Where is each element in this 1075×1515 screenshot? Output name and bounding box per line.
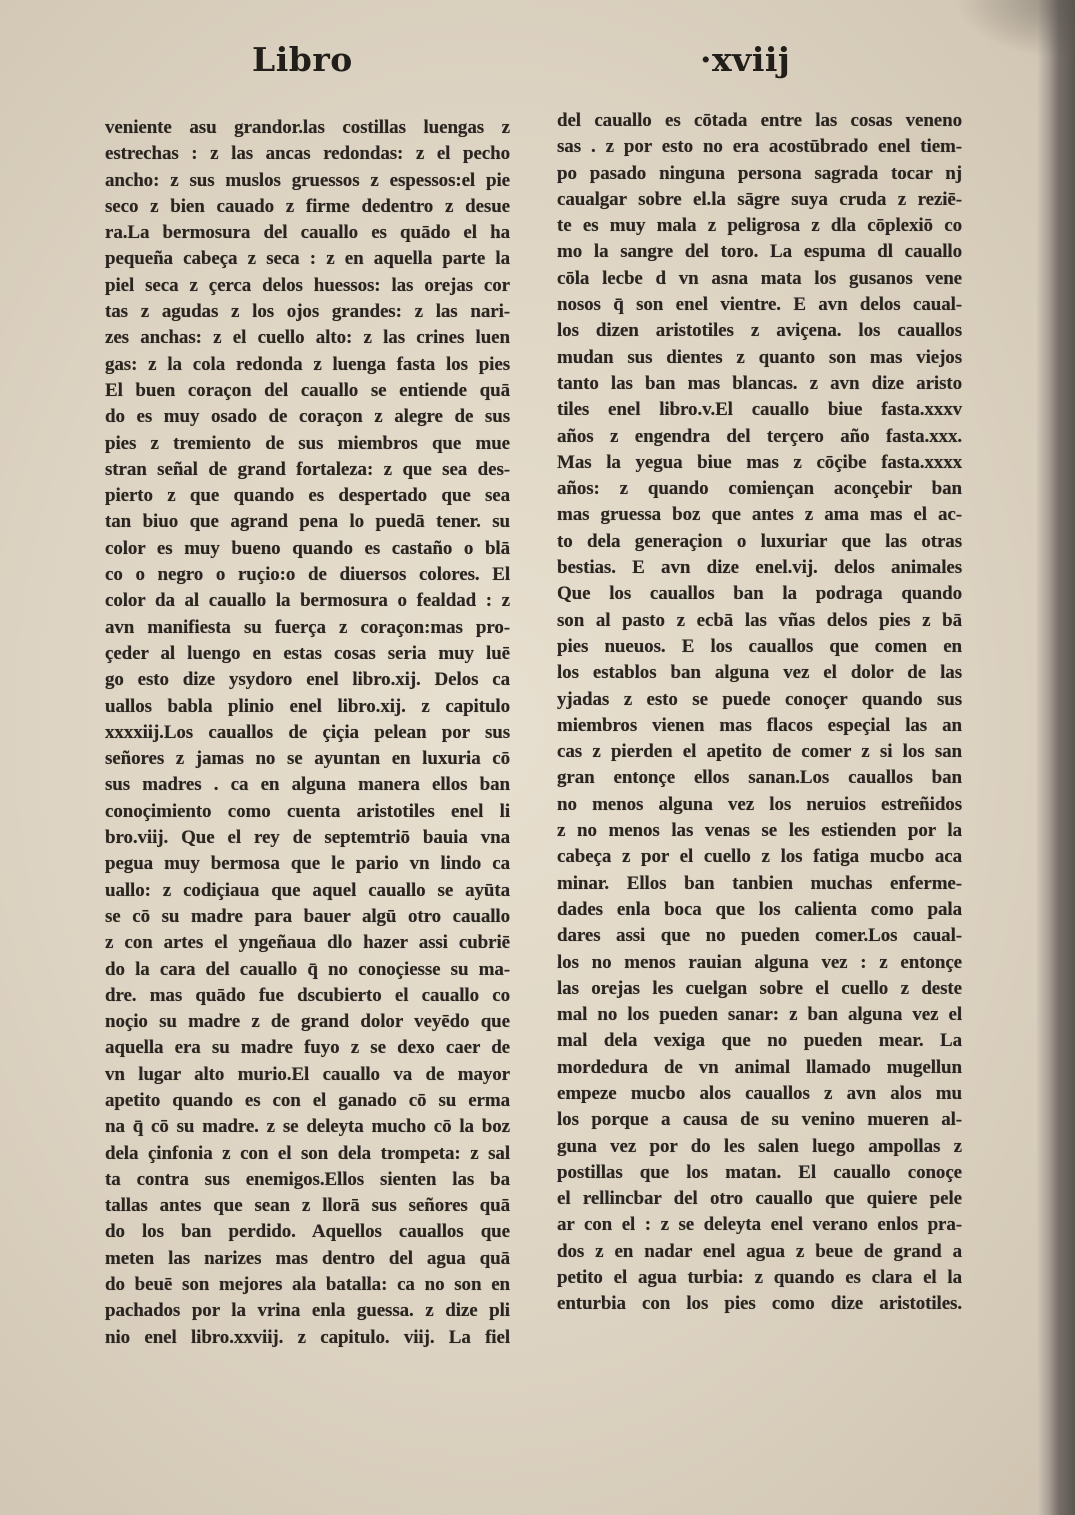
text-line: go esto dize ysydoro enel libro.xij. Delos ca (105, 669, 510, 691)
text-line: ancho: z sus muslos gruessos z espessos:el pie (105, 169, 510, 191)
text-line: zes anchas: z el cuello alto: z las crines luen (105, 327, 510, 349)
text-line: vn lugar alto murio.El cauallo va de mayor (105, 1063, 510, 1085)
text-line: ar con el : z se deleyta enel verano enlos pra- (557, 1214, 962, 1236)
text-line: color da al cauallo la bermosura o fealdad : z (105, 590, 510, 612)
text-line: son al pasto z ecbā las vñas delos pies z bā (557, 609, 962, 631)
text-line: tallas antes que sean z llorā sus señores quā (105, 1195, 510, 1217)
text-column-left (105, 115, 510, 1351)
text-line: dos z en nadar enel agua z beue de grand a (557, 1240, 962, 1262)
text-line: dela çinfonia z con el son dela trompeta: z sal (105, 1142, 510, 1164)
text-line: pachados por la vrina enla guessa. z dize pli (105, 1300, 510, 1322)
text-line: guna vez por do les salen luego ampollas z (557, 1135, 962, 1157)
text-line: nosos q̄ son enel vientre. E avn delos caual- (557, 294, 962, 316)
text-line: te es muy mala z peligrosa z dla cōplexiō co (557, 215, 962, 237)
text-line: pequeña cabeça z seca : z en aquella parte la (105, 248, 510, 270)
text-line: ra.La bermosura del cauallo es quādo el ha (105, 222, 510, 244)
corner-shadow (955, 0, 1075, 60)
text-line: do beuē son mejores ala batalla: ca no son en (105, 1274, 510, 1296)
text-line: estrechas : z las ancas redondas: z el pecho (105, 143, 510, 165)
text-line: se cō su madre para bauer algū otro cauallo (105, 905, 510, 927)
text-line: sas . z por esto no era acostūbrado enel tiem- (557, 136, 962, 158)
text-line: años: z quando comiençan aconçebir ban (557, 478, 962, 500)
text-line: xxxxiij.Los cauallos de çiçia pelean por sus (105, 721, 510, 743)
text-line: veniente asu grandor.las costillas luengas z (105, 117, 510, 138)
text-line: gran entonçe ellos sanan.Los cauallos ban (557, 767, 962, 789)
text-line: do los ban perdido. Aquellos cauallos que (105, 1221, 510, 1243)
text-line: mo la sangre del toro. La espuma dl cauallo (557, 241, 962, 263)
text-line: co o negro o ruçio:o de diuersos colores. El (105, 564, 510, 586)
text-line: tiles enel libro.v.El cauallo biue fasta.xxxv (557, 399, 962, 421)
text-line: cōla lecbe d vn asna mata los gusanos vene (557, 267, 962, 289)
text-line: noçio su madre z de grand dolor veyēdo que (105, 1011, 510, 1033)
text-line: po pasado ninguna persona sagrada tocar nj (557, 162, 962, 184)
folio-number: ·xviij (700, 40, 791, 79)
text-line: do la cara del cauallo q̄ no conoçiesse su ma- (105, 958, 510, 980)
text-line: El buen coraçon del cauallo se entiende quā (105, 379, 510, 401)
text-line: mudan sus dientes z quanto son mas viejos (557, 346, 962, 368)
text-line: tas z agudas z los ojos grandes: z las nari- (105, 301, 510, 323)
text-line: sus madres . ca en alguna manera ellos ban (105, 774, 510, 796)
text-line: dares assi que no pueden comer.Los caual- (557, 925, 962, 947)
text-line: mal no los pueden sanar: z ban alguna vez el (557, 1004, 962, 1026)
text-line: enturbia con los pies como dize aristotiles. (557, 1293, 962, 1315)
text-line: Que los cauallos ban la podraga quando (557, 583, 962, 605)
text-line: pegua muy bermosa que le pario vn lindo ca (105, 853, 510, 875)
text-line: cabeça z por el cuello z los fatiga mucbo aca (557, 846, 962, 868)
text-line: tan biuo que agrand pena lo puedā tener. su (105, 511, 510, 533)
text-line: años z engendra del terçero año fasta.xxx. (557, 425, 962, 447)
text-line: z no menos las venas se les estienden por la (557, 820, 962, 842)
text-line: dre. mas quādo fue dscubierto el cauallo co (105, 984, 510, 1006)
text-line: çeder al luengo en estas cosas seria muy luē (105, 642, 510, 664)
text-line: yjadas z esto se puede conoçer quando sus (557, 688, 962, 710)
text-line: pierto z que quando es despertado que sea (105, 485, 510, 507)
text-line: stran señal de grand fortaleza: z que sea des- (105, 458, 510, 480)
text-line: los no menos rauian alguna vez : z entonçe (557, 951, 962, 973)
text-line: cas z pierden el apetito de comer z si los san (557, 741, 962, 763)
text-line: los dizen aristotiles z aviçena. los cauallos (557, 320, 962, 342)
text-line: caualgar sobre el.la sāgre suya cruda z reziē- (557, 188, 962, 210)
text-line: gas: z la cola redonda z luenga fasta los pies (105, 353, 510, 375)
text-line: color es muy bueno quando es castaño o blā (105, 537, 510, 559)
text-line: los porque a causa de su venino mueren al- (557, 1109, 962, 1131)
text-line: del cauallo es cōtada entre las cosas veneno (557, 110, 962, 131)
text-line: conoçimiento como cuenta aristotiles enel li (105, 800, 510, 822)
text-line: pies z tremiento de sus miembros que mue (105, 432, 510, 454)
text-line: bestias. E avn dize enel.vij. delos animales (557, 557, 962, 579)
text-line: postillas que los matan. El cauallo conoçe (557, 1161, 962, 1183)
text-line: mal dela vexiga que no pueden mear. La (557, 1030, 962, 1052)
text-line: meten las narizes mas dentro del agua quā (105, 1247, 510, 1269)
text-line: mordedura de vn animal llamado mugellun (557, 1056, 962, 1078)
text-line: el rellincbar del otro cauallo que quiere pele (557, 1188, 962, 1210)
text-line: seco z bien cauado z firme dedentro z desue (105, 195, 510, 217)
text-line: to dela generaçion o luxuriar que las otras (557, 530, 962, 552)
text-line: uallos babla plinio enel libro.xij. z capitulo (105, 695, 510, 717)
text-line: tanto las ban mas blancas. z avn dize aristo (557, 372, 962, 394)
text-line: z con artes el yngeñaua dlo hazer assi cubriē (105, 932, 510, 954)
text-line: na q̄ cō su madre. z se deleyta mucho cō la boz (105, 1116, 510, 1138)
text-line: dades enla boca que los calienta como pala (557, 898, 962, 920)
text-line: minar. Ellos ban tanbien muchas enferme- (557, 872, 962, 894)
text-line: mas gruessa boz que antes z ama mas el ac- (557, 504, 962, 526)
page-edge-shadow (1037, 0, 1075, 1515)
text-line: no menos alguna vez los neruios estreñidos (557, 793, 962, 815)
running-head: Libro (252, 40, 353, 79)
text-line: pies nueuos. E los cauallos que comen en (557, 635, 962, 657)
text-line: aquella era su madre fuyo z se dexo caer de (105, 1037, 510, 1059)
text-line: las orejas les cuelgan sobre el cuello z deste (557, 977, 962, 999)
text-line: petito el agua turbia: z quando es clara el la (557, 1267, 962, 1289)
text-line: avn manifiesta su fuerça z coraçon:mas pro- (105, 616, 510, 638)
text-line: los establos ban alguna vez el dolor de las (557, 662, 962, 684)
text-column-right (557, 108, 962, 1318)
text-line: miembros vienen mas flacos espeçial las an (557, 714, 962, 736)
text-line: empeze mucbo alos cauallos z avn alos mu (557, 1082, 962, 1104)
text-line: señores z jamas no se ayuntan en luxuria cō (105, 748, 510, 770)
text-line: uallo: z codiçiaua que aquel cauallo se ayūta (105, 879, 510, 901)
text-line: bro.viij. Que el rey de septemtriō bauia vna (105, 827, 510, 849)
text-line: apetito quando es con el ganado cō su erma (105, 1089, 510, 1111)
text-line: ta contra sus enemigos.Ellos sienten las ba (105, 1168, 510, 1190)
text-line: piel seca z çerca delos huessos: las orejas cor (105, 274, 510, 296)
text-line: do es muy osado de coraçon z alegre de sus (105, 406, 510, 428)
text-line: nio enel libro.xxviij. z capitulo. viij. La fiel (105, 1326, 510, 1348)
text-line: Mas la yegua biue mas z cōçibe fasta.xxxx (557, 451, 962, 473)
